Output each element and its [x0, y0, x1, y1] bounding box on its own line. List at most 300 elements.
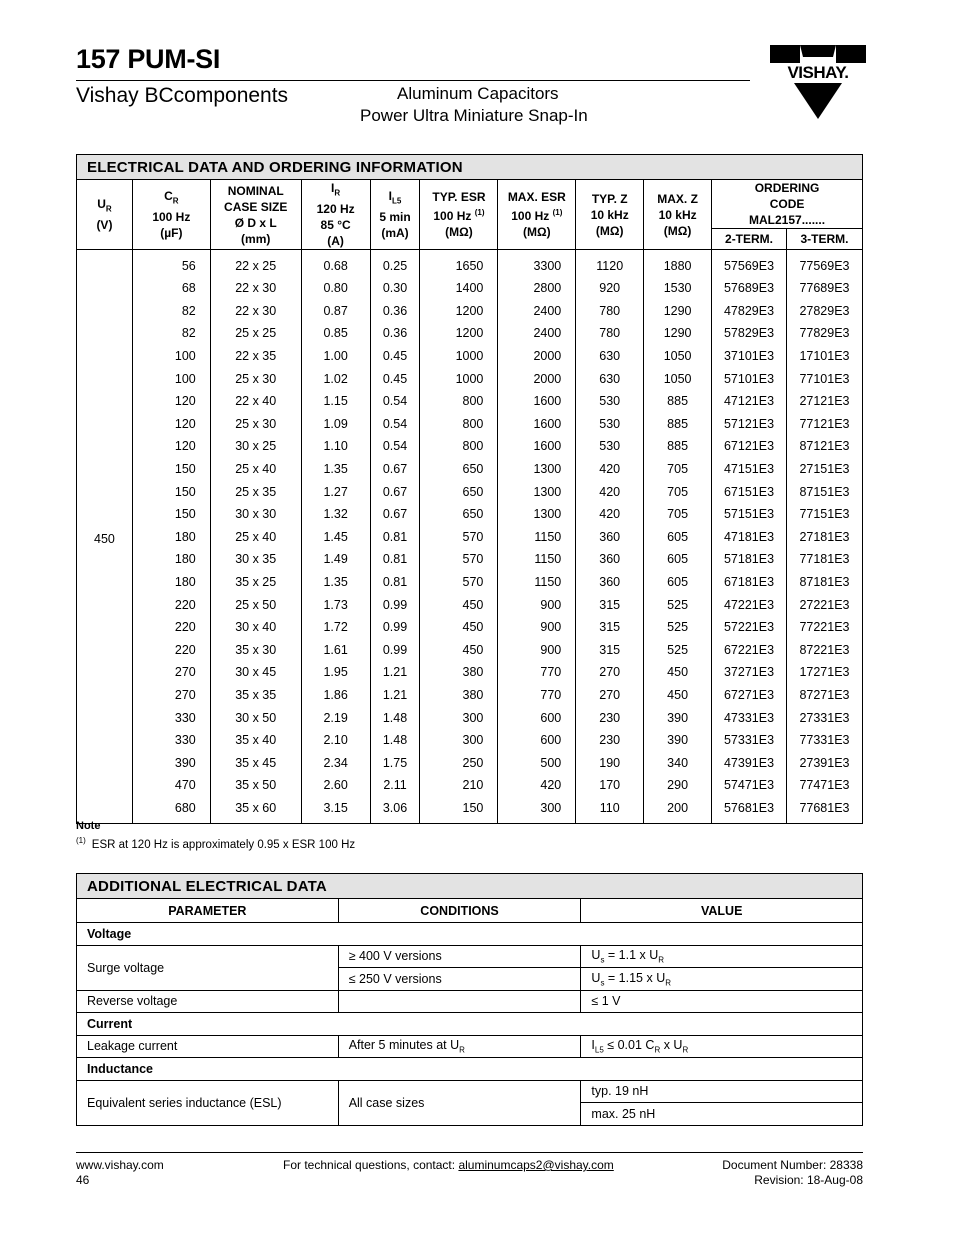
cell-max-z: 1530 [644, 277, 712, 300]
cell-ir: 0.85 [301, 322, 370, 345]
cell-code-3-term: 27121E3 [786, 390, 862, 413]
table-row [77, 277, 863, 300]
logo-left-block [770, 45, 800, 63]
cell-il5: 1.21 [370, 661, 420, 684]
cell-il5: 0.30 [370, 277, 420, 300]
cell-ir: 1.15 [301, 390, 370, 413]
cell-max-z: 705 [644, 458, 712, 481]
param-surge-voltage: Surge voltage [77, 945, 339, 990]
cell-typ-esr: 250 [420, 751, 498, 774]
cell-code-2-term: 57471E3 [712, 774, 787, 797]
value-leakage-current: $I_{L5} \le 0.01$ $C_R$ x $U_R$ [581, 1035, 863, 1058]
table-row [77, 458, 863, 481]
cell-max-esr: 1150 [498, 526, 576, 549]
table-row [77, 367, 863, 390]
cell-case-size: 30 x 40 [210, 616, 301, 639]
cell-code-3-term: 77221E3 [786, 616, 862, 639]
cell-ir: 1.27 [301, 480, 370, 503]
col-header-case-size: NOMINAL CASE SIZE Ø D x L (mm) [210, 180, 301, 250]
cell-case-size: 30 x 35 [210, 548, 301, 571]
cell-typ-z: 360 [576, 571, 644, 594]
col-header-conditions: CONDITIONS [338, 899, 581, 923]
table-row [77, 300, 863, 323]
cell-cr: 470 [132, 774, 210, 797]
cell-cr: 390 [132, 751, 210, 774]
additional-electrical-data-table [76, 873, 863, 1126]
cell-max-z: 885 [644, 435, 712, 458]
cell-max-esr: 1600 [498, 435, 576, 458]
cell-cr: 82 [132, 322, 210, 345]
cell-code-3-term: 77681E3 [786, 797, 862, 824]
cell-case-size: 35 x 35 [210, 684, 301, 707]
cell-typ-z: 360 [576, 526, 644, 549]
cell-code-2-term: 57681E3 [712, 797, 787, 824]
value-surge-250v: $U_s = 1.15$ x $U_R$ [581, 968, 863, 991]
cell-max-esr: 600 [498, 729, 576, 752]
note-label: Note [76, 820, 101, 832]
cell-typ-esr: 570 [420, 548, 498, 571]
table-row [77, 345, 863, 368]
footer-left [76, 1158, 164, 1188]
cell-il5: 0.45 [370, 345, 420, 368]
cell-case-size: 35 x 45 [210, 751, 301, 774]
cell-typ-esr: 380 [420, 684, 498, 707]
cell-il5: 2.11 [370, 774, 420, 797]
col-header-typ-z: TYP. Z 10 kHz (MΩ) [576, 180, 644, 250]
cell-cr: 270 [132, 684, 210, 707]
cell-typ-z: 420 [576, 503, 644, 526]
cell-code-3-term: 87181E3 [786, 571, 862, 594]
cell-max-esr: 3300 [498, 250, 576, 277]
cell-case-size: 22 x 35 [210, 345, 301, 368]
cell-max-esr: 600 [498, 706, 576, 729]
cell-code-3-term: 27829E3 [786, 300, 862, 323]
cell-max-z: 705 [644, 480, 712, 503]
cell-ir: 2.34 [301, 751, 370, 774]
cell-il5: 0.67 [370, 458, 420, 481]
table-row [77, 684, 863, 707]
cell-case-size: 25 x 30 [210, 367, 301, 390]
cell-cr: 68 [132, 277, 210, 300]
section-title-electrical: ELECTRICAL DATA AND ORDERING INFORMATION [77, 155, 863, 180]
cell-voltage: 450 [77, 250, 133, 824]
col-header-max-esr: MAX. ESR 100 Hz $^{(1)}$ (MΩ) [498, 180, 576, 250]
cell-typ-esr: 380 [420, 661, 498, 684]
cell-max-esr: 770 [498, 661, 576, 684]
cell-typ-z: 780 [576, 322, 644, 345]
value-surge-400v: $U_s = 1.1$ x $U_R$ [581, 945, 863, 968]
param-esl: Equivalent series inductance (ESL) [77, 1080, 339, 1125]
cell-max-esr: 500 [498, 751, 576, 774]
cell-max-z: 450 [644, 661, 712, 684]
cell-ir: 1.09 [301, 413, 370, 436]
cell-typ-esr: 1650 [420, 250, 498, 277]
cell-case-size: 35 x 30 [210, 638, 301, 661]
cell-case-size: 25 x 40 [210, 458, 301, 481]
cell-code-3-term: 77829E3 [786, 322, 862, 345]
cell-ir: 0.68 [301, 250, 370, 277]
cell-max-z: 885 [644, 413, 712, 436]
cell-il5: 0.81 [370, 571, 420, 594]
cell-code-2-term: 67221E3 [712, 638, 787, 661]
cell-typ-esr: 570 [420, 571, 498, 594]
cell-cr: 120 [132, 435, 210, 458]
cell-ir: 1.35 [301, 571, 370, 594]
cell-typ-z: 230 [576, 706, 644, 729]
cell-typ-esr: 150 [420, 797, 498, 824]
cell-typ-z: 920 [576, 277, 644, 300]
cell-code-2-term: 57151E3 [712, 503, 787, 526]
cell-typ-esr: 650 [420, 480, 498, 503]
col-header-value: VALUE [581, 899, 863, 923]
cell-typ-z: 315 [576, 638, 644, 661]
brand-name: Vishay BCcomponents [76, 84, 289, 107]
cell-il5: 0.45 [370, 367, 420, 390]
cell-case-size: 25 x 50 [210, 593, 301, 616]
cell-ir: 0.80 [301, 277, 370, 300]
cell-typ-z: 270 [576, 661, 644, 684]
cell-code-3-term: 77569E3 [786, 250, 862, 277]
cell-cr: 82 [132, 300, 210, 323]
cell-typ-z: 315 [576, 616, 644, 639]
cell-max-esr: 1300 [498, 458, 576, 481]
cell-max-z: 525 [644, 593, 712, 616]
cell-ir: 1.45 [301, 526, 370, 549]
cell-cr: 220 [132, 616, 210, 639]
cell-il5: 0.99 [370, 616, 420, 639]
cell-code-3-term: 87221E3 [786, 638, 862, 661]
cell-max-esr: 1150 [498, 571, 576, 594]
cond-surge-250v: ≤ 250 V versions [338, 968, 581, 991]
cell-case-size: 35 x 50 [210, 774, 301, 797]
cell-typ-esr: 800 [420, 390, 498, 413]
col-header-parameter: PARAMETER [77, 899, 339, 923]
cell-max-z: 1050 [644, 345, 712, 368]
table-row [77, 503, 863, 526]
cell-max-z: 200 [644, 797, 712, 824]
cell-code-2-term: 47181E3 [712, 526, 787, 549]
cell-typ-esr: 650 [420, 458, 498, 481]
cell-ir: 1.95 [301, 661, 370, 684]
cell-typ-z: 630 [576, 367, 644, 390]
cell-ir: 0.87 [301, 300, 370, 323]
col-header-ir: $I_R$ 120 Hz 85 °C (A) [301, 180, 370, 250]
col-header-ordering-code: ORDERING CODE MAL2157....... [712, 180, 863, 229]
cell-cr: 180 [132, 526, 210, 549]
cell-case-size: 35 x 25 [210, 571, 301, 594]
cell-max-esr: 2800 [498, 277, 576, 300]
cell-il5: 0.54 [370, 435, 420, 458]
cell-il5: 0.81 [370, 526, 420, 549]
cell-code-2-term: 67151E3 [712, 480, 787, 503]
cell-ir: 1.49 [301, 548, 370, 571]
cell-ir: 1.72 [301, 616, 370, 639]
cell-typ-esr: 210 [420, 774, 498, 797]
cell-typ-esr: 450 [420, 616, 498, 639]
cell-cr: 100 [132, 345, 210, 368]
value-esl-max: max. 25 nH [581, 1103, 863, 1126]
cell-ir: 1.61 [301, 638, 370, 661]
cell-typ-z: 190 [576, 751, 644, 774]
cell-max-esr: 1600 [498, 390, 576, 413]
param-leakage-current: Leakage current [77, 1035, 339, 1058]
cell-cr: 120 [132, 390, 210, 413]
value-esl-typ: typ. 19 nH [581, 1080, 863, 1103]
table-row [77, 571, 863, 594]
cell-max-z: 525 [644, 616, 712, 639]
cell-max-z: 340 [644, 751, 712, 774]
cell-max-esr: 2400 [498, 322, 576, 345]
cell-typ-z: 315 [576, 593, 644, 616]
table-row [77, 706, 863, 729]
cell-il5: 1.21 [370, 684, 420, 707]
cell-il5: 0.99 [370, 638, 420, 661]
cell-max-esr: 770 [498, 684, 576, 707]
col-header-2-term: 2-TERM. [712, 229, 787, 250]
table-row [77, 751, 863, 774]
cell-max-z: 1880 [644, 250, 712, 277]
table-row [77, 661, 863, 684]
cell-typ-z: 170 [576, 774, 644, 797]
footer-website[interactable]: www.vishay.com [76, 1158, 164, 1172]
cell-max-esr: 2000 [498, 367, 576, 390]
table-row [77, 638, 863, 661]
cell-max-z: 1290 [644, 300, 712, 323]
cell-cr: 220 [132, 638, 210, 661]
value-reverse-voltage: ≤ 1 V [581, 990, 863, 1013]
cell-ir: 1.73 [301, 593, 370, 616]
cell-case-size: 30 x 25 [210, 435, 301, 458]
col-header-cr: $C_R$ 100 Hz (µF) [132, 180, 210, 250]
footer-doc-number: Document Number: 28338 [722, 1158, 863, 1172]
vishay-logo [770, 45, 866, 121]
table-row [77, 480, 863, 503]
cell-code-2-term: 57101E3 [712, 367, 787, 390]
cell-typ-z: 420 [576, 480, 644, 503]
cell-code-2-term: 47221E3 [712, 593, 787, 616]
cell-code-2-term: 57181E3 [712, 548, 787, 571]
cell-il5: 0.54 [370, 390, 420, 413]
cell-code-3-term: 77689E3 [786, 277, 862, 300]
cell-typ-esr: 1400 [420, 277, 498, 300]
cell-case-size: 25 x 35 [210, 480, 301, 503]
table-row [77, 593, 863, 616]
subtitle-line2: Power Ultra Miniature Snap-In [360, 106, 588, 125]
cell-max-z: 1290 [644, 322, 712, 345]
cell-max-z: 390 [644, 706, 712, 729]
cell-case-size: 35 x 60 [210, 797, 301, 824]
cell-max-z: 525 [644, 638, 712, 661]
cell-code-2-term: 57689E3 [712, 277, 787, 300]
footer-revision: Revision: 18-Aug-08 [754, 1173, 863, 1187]
cell-code-2-term: 47331E3 [712, 706, 787, 729]
cell-max-esr: 1300 [498, 480, 576, 503]
cell-max-esr: 1300 [498, 503, 576, 526]
cell-cr: 330 [132, 706, 210, 729]
title-rule [76, 80, 750, 81]
cell-code-2-term: 47121E3 [712, 390, 787, 413]
cell-max-z: 450 [644, 684, 712, 707]
cell-max-esr: 1150 [498, 548, 576, 571]
cell-cr: 680 [132, 797, 210, 824]
cell-typ-esr: 800 [420, 435, 498, 458]
footer-page-number: 46 [76, 1173, 90, 1187]
cell-typ-esr: 300 [420, 729, 498, 752]
cell-code-3-term: 27331E3 [786, 706, 862, 729]
cell-max-esr: 900 [498, 593, 576, 616]
group-inductance: Inductance [77, 1058, 863, 1081]
cell-il5: 0.99 [370, 593, 420, 616]
cell-case-size: 22 x 40 [210, 390, 301, 413]
cond-esl: All case sizes [338, 1080, 581, 1125]
cell-cr: 330 [132, 729, 210, 752]
cell-il5: 0.67 [370, 503, 420, 526]
col-header-3-term: 3-TERM. [786, 229, 862, 250]
cell-il5: 0.67 [370, 480, 420, 503]
table-row [77, 526, 863, 549]
cell-code-2-term: 47391E3 [712, 751, 787, 774]
table-row [77, 435, 863, 458]
electrical-data-table [76, 154, 863, 824]
cell-code-3-term: 87271E3 [786, 684, 862, 707]
table-row [77, 250, 863, 277]
cell-max-z: 605 [644, 548, 712, 571]
cell-code-2-term: 67181E3 [712, 571, 787, 594]
cell-max-z: 605 [644, 571, 712, 594]
cell-code-2-term: 57331E3 [712, 729, 787, 752]
table-row [77, 413, 863, 436]
cell-typ-esr: 800 [420, 413, 498, 436]
cell-case-size: 25 x 25 [210, 322, 301, 345]
cell-typ-esr: 1000 [420, 345, 498, 368]
cell-max-esr: 900 [498, 616, 576, 639]
footer-rule [76, 1152, 863, 1153]
cell-ir: 2.60 [301, 774, 370, 797]
cell-ir: 1.10 [301, 435, 370, 458]
cell-code-3-term: 87121E3 [786, 435, 862, 458]
cell-code-2-term: 57569E3 [712, 250, 787, 277]
cell-typ-z: 360 [576, 548, 644, 571]
cell-typ-z: 530 [576, 413, 644, 436]
param-reverse-voltage: Reverse voltage [77, 990, 339, 1013]
group-current: Current [77, 1013, 863, 1036]
cell-code-3-term: 27181E3 [786, 526, 862, 549]
cell-typ-esr: 1000 [420, 367, 498, 390]
cell-il5: 0.25 [370, 250, 420, 277]
table-row [77, 322, 863, 345]
cell-code-3-term: 17101E3 [786, 345, 862, 368]
logo-top-bar [800, 45, 836, 57]
logo-text: VISHAY. [787, 63, 849, 82]
cell-il5: 0.54 [370, 413, 420, 436]
col-header-ur: $U_R$ (V) [77, 180, 133, 250]
electrical-data-body [77, 250, 863, 824]
cell-max-z: 390 [644, 729, 712, 752]
cell-code-2-term: 47829E3 [712, 300, 787, 323]
cell-code-3-term: 17271E3 [786, 661, 862, 684]
section-title-additional: ADDITIONAL ELECTRICAL DATA [77, 874, 863, 899]
cell-code-2-term: 67271E3 [712, 684, 787, 707]
cell-typ-z: 780 [576, 300, 644, 323]
cell-il5: 0.81 [370, 548, 420, 571]
col-header-typ-esr: TYP. ESR 100 Hz $^{(1)}$ (MΩ) [420, 180, 498, 250]
cell-cr: 270 [132, 661, 210, 684]
cell-ir: 1.86 [301, 684, 370, 707]
cell-max-z: 605 [644, 526, 712, 549]
cell-max-z: 1050 [644, 367, 712, 390]
subtitle-line1: Aluminum Capacitors [397, 84, 559, 103]
cell-typ-esr: 300 [420, 706, 498, 729]
cell-code-3-term: 27391E3 [786, 751, 862, 774]
cell-code-3-term: 77151E3 [786, 503, 862, 526]
table-row [77, 390, 863, 413]
cell-il5: 1.75 [370, 751, 420, 774]
cell-cr: 180 [132, 548, 210, 571]
cell-code-3-term: 27151E3 [786, 458, 862, 481]
cell-typ-esr: 450 [420, 638, 498, 661]
cell-max-esr: 900 [498, 638, 576, 661]
cell-ir: 3.15 [301, 797, 370, 824]
cell-case-size: 30 x 45 [210, 661, 301, 684]
cell-cr: 150 [132, 458, 210, 481]
cell-max-esr: 300 [498, 797, 576, 824]
cell-case-size: 25 x 30 [210, 413, 301, 436]
cell-max-z: 290 [644, 774, 712, 797]
cell-case-size: 30 x 30 [210, 503, 301, 526]
contact-email-link[interactable]: aluminumcaps2@vishay.com [458, 1158, 614, 1172]
cell-case-size: 22 x 30 [210, 277, 301, 300]
cell-case-size: 22 x 30 [210, 300, 301, 323]
cell-max-z: 705 [644, 503, 712, 526]
cell-max-esr: 2400 [498, 300, 576, 323]
footer-right [722, 1158, 863, 1188]
cell-il5: 0.36 [370, 322, 420, 345]
table-row [77, 797, 863, 824]
cond-reverse-voltage [338, 990, 581, 1013]
cell-case-size: 22 x 25 [210, 250, 301, 277]
cell-code-2-term: 37101E3 [712, 345, 787, 368]
table-row [77, 616, 863, 639]
cell-typ-esr: 1200 [420, 300, 498, 323]
cell-ir: 1.32 [301, 503, 370, 526]
cell-code-2-term: 57221E3 [712, 616, 787, 639]
table-row [77, 548, 863, 571]
cell-ir: 2.10 [301, 729, 370, 752]
col-header-max-z: MAX. Z 10 kHz (MΩ) [644, 180, 712, 250]
cell-code-2-term: 47151E3 [712, 458, 787, 481]
col-header-il5: $I_{L5}$ 5 min (mA) [370, 180, 420, 250]
logo-right-block [836, 45, 866, 63]
table-row [77, 774, 863, 797]
cell-ir: 1.02 [301, 367, 370, 390]
cell-code-3-term: 77101E3 [786, 367, 862, 390]
cell-code-2-term: 57829E3 [712, 322, 787, 345]
cell-code-2-term: 57121E3 [712, 413, 787, 436]
cell-ir: 2.19 [301, 706, 370, 729]
cell-cr: 120 [132, 413, 210, 436]
cell-typ-z: 530 [576, 435, 644, 458]
cell-il5: 1.48 [370, 729, 420, 752]
cell-code-3-term: 77181E3 [786, 548, 862, 571]
cell-max-esr: 2000 [498, 345, 576, 368]
cell-typ-z: 110 [576, 797, 644, 824]
cell-typ-z: 630 [576, 345, 644, 368]
cell-il5: 0.36 [370, 300, 420, 323]
cell-cr: 220 [132, 593, 210, 616]
cell-typ-z: 420 [576, 458, 644, 481]
cell-case-size: 25 x 40 [210, 526, 301, 549]
cell-ir: 1.00 [301, 345, 370, 368]
